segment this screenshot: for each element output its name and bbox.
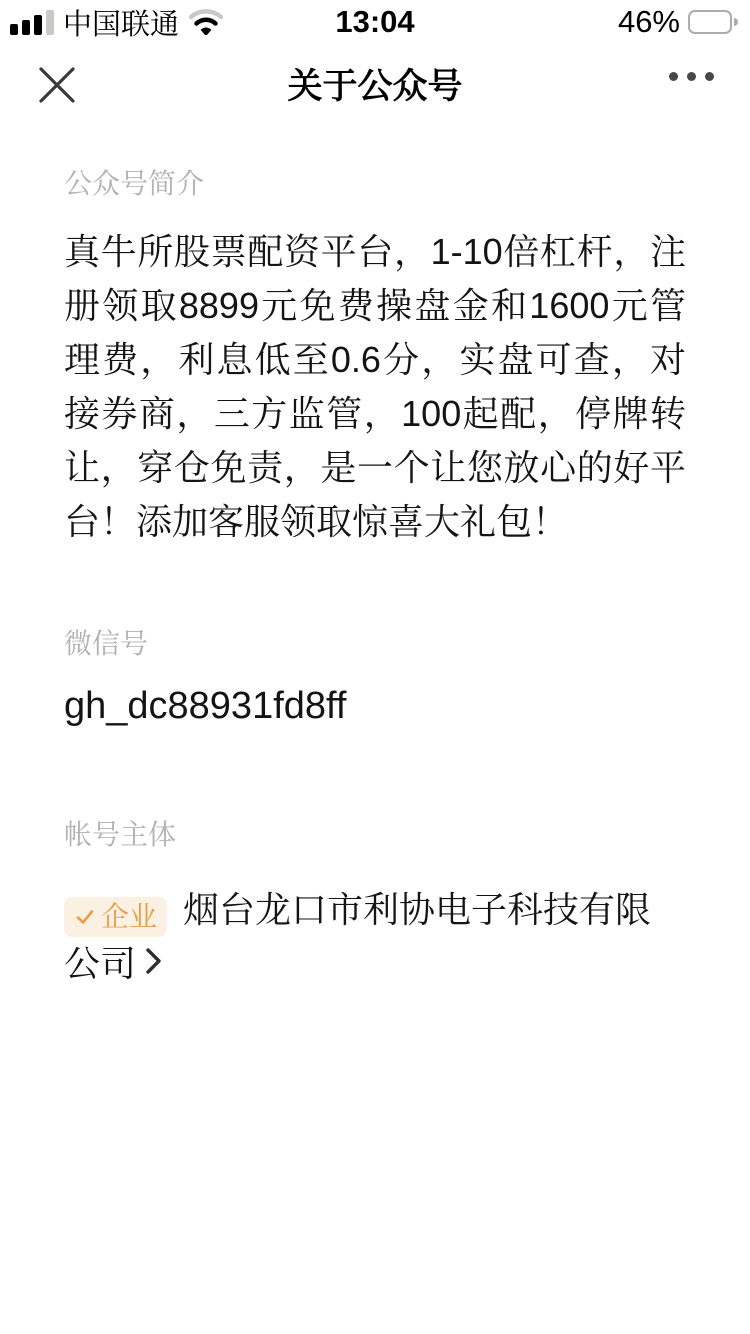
nav-bar xyxy=(0,44,750,124)
badge-label: 企业 xyxy=(101,901,158,932)
intro-section-label: 公众号简介 xyxy=(64,168,205,199)
check-icon xyxy=(74,906,96,928)
content-area xyxy=(0,162,750,991)
battery-percent-label: 46% xyxy=(617,4,680,39)
verified-enterprise-badge xyxy=(64,897,167,937)
more-button[interactable] xyxy=(669,72,714,81)
wechat-id-value: gh_dc88931fd8ff xyxy=(64,685,347,727)
wifi-icon xyxy=(189,9,223,35)
clock-label: 13:04 xyxy=(335,4,415,39)
account-subject-entry[interactable] xyxy=(64,883,686,991)
battery-icon xyxy=(688,10,738,34)
status-bar-right xyxy=(618,0,738,44)
status-bar-left xyxy=(10,0,223,44)
ellipsis-icon xyxy=(669,72,714,81)
company-name: 烟台龙口市利协电子科技有限公司 xyxy=(64,889,652,984)
page-title: 关于公众号 xyxy=(287,67,463,106)
carrier-label: 中国联通 xyxy=(63,8,180,41)
wechat-id-section-label: 微信号 xyxy=(64,628,149,659)
status-bar xyxy=(0,0,750,44)
cellular-signal-icon xyxy=(10,10,54,35)
account-subject-section-label: 帐号主体 xyxy=(64,819,177,850)
chevron-right-icon xyxy=(144,944,164,978)
intro-description-text: 真牛所股票配资平台，1-10倍杠杆，注册领取8899元免费操盘金和1600元管理费，利息低至0.6分，实盘可查，对接券商，三方监管，100起配，停牌转让，穿仓免责，是一个让您放心的好平台！添加客服领取惊喜大礼包！ xyxy=(64,231,686,542)
